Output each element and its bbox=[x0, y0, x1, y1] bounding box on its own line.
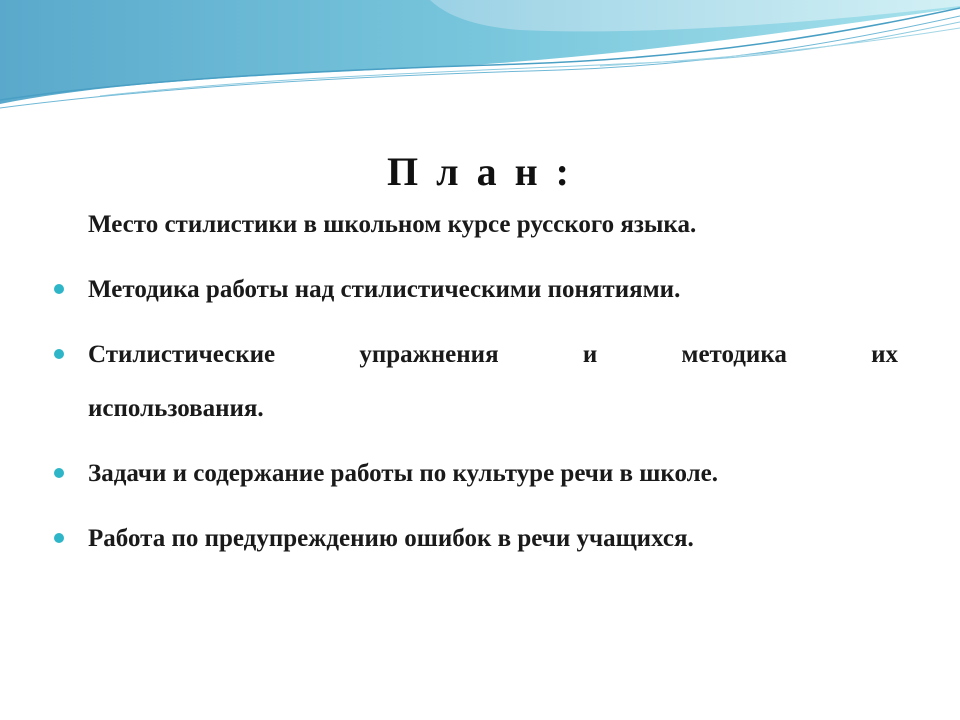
plan-item bbox=[52, 447, 898, 501]
plan-item-text: Работа по предупреждению ошибок в речи учащихся. bbox=[88, 525, 694, 552]
plan-item-continuation: использования. bbox=[88, 395, 264, 422]
plan-item-word: упражнения bbox=[359, 341, 499, 368]
plan-item-word: их bbox=[871, 341, 898, 368]
bullet-dot-icon bbox=[54, 468, 64, 478]
bullet-dot-icon bbox=[54, 349, 64, 359]
slide-title: П л а н : bbox=[387, 149, 573, 194]
plan-item-word: Стилистические bbox=[88, 341, 276, 368]
slide-subtitle: Место стилистики в школьном курсе русского языка. bbox=[88, 211, 697, 238]
plan-item-text: Задачи и содержание работы по культуре речи в школе. bbox=[88, 460, 719, 487]
plan-item bbox=[52, 512, 898, 566]
plan-item-text bbox=[88, 328, 898, 436]
wave-header-decoration bbox=[0, 0, 960, 120]
plan-item bbox=[52, 263, 898, 317]
plan-item-text: Методика работы над стилистическими понятиями. bbox=[88, 276, 681, 303]
bullet-dot-icon bbox=[54, 284, 64, 294]
plan-item bbox=[52, 328, 898, 436]
plan-item-first-line bbox=[88, 328, 898, 382]
plan-item-word: методика bbox=[681, 341, 787, 368]
bullet-dot-icon bbox=[54, 533, 64, 543]
plan-item-word: и bbox=[582, 341, 598, 368]
